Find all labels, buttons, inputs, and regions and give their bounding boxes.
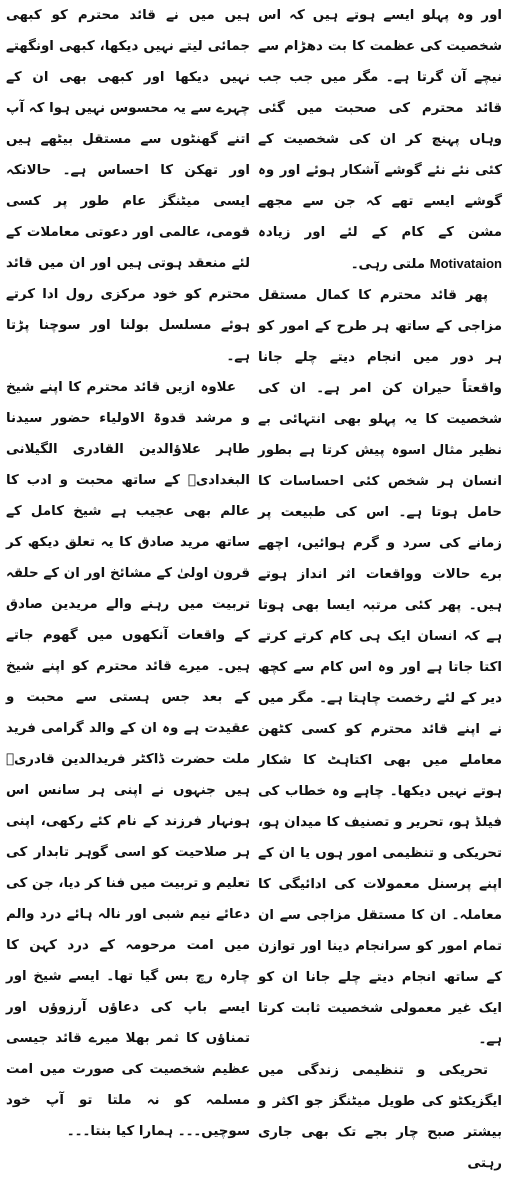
right-column (258, 0, 502, 1171)
paragraph-1-text: اور وہ پہلو ایسے ہوتے ہیں کہ اس شخصیت کی عظمت کا بت دھڑام سے نیچے آن گرتا ہے۔ مگر میں جب جب قائد محترم کی صحبت میں گئی وہاں پہنچ کر ان کی شخصیت کے کئی نئے نئے گوشے آشکار ہوئے اور وہ گوشے ایسے تھے کہ جن سے مجھے مشن کے کام کے لئے اور زیادہ (258, 8, 502, 240)
paragraph-1 (258, 0, 502, 280)
paragraph-5: علاوہ ازیں قائد محترم کا اپنے شیخ و مرشد قدوۃ الاولیاء حضور سیدنا طاہر علاؤالدین القادری الگیلانی البغدادیؒ کے ساتھ محبت و ادب کا عالم بھی عجیب ہے شیخ کامل کے ساتھ مرید صادق کا یہ تعلق دیکھ کر قرون اولیٰ کے مشائخ اور ان کے حلقہ تربیت میں رہنے والے مریدین صادق کے واقعات آنکھوں میں گھوم جاتے ہیں۔ میرے قائد محترم کو اپنے شیخ کے بعد جس ہستی سے محبت و عقیدت ہے وہ ان کے والد گرامی فرید ملت حضرت ڈاکٹر فریدالدین قادریؒ ہیں جنہوں نے اپنی ہر سانس اس ہونہار فرزند کے نام کئے رکھی، اپنی ہر صلاحیت کو اسی گوہر تابدار کی تعلیم و تربیت میں فنا کر دیا، جن کی دعائے نیم شبی اور نالہ ہائے درد والم میں امت مرحومہ کے درد کہن کا چارہ رچ بس گیا تھا۔ ایسے شیخ اور ایسے باپ کی دعاؤں آرزوؤں اور تمناؤں کا ثمر بھلا میرے قائد جیسی عظیم شخصیت کی صورت میں امت مسلمہ کو نہ ملتا تو آپ خود سوچیں۔۔۔ ہمارا کیا بنتا۔۔۔ (6, 380, 250, 1139)
paragraph-4: ہیں میں نے قائد محترم کو کبھی جمائی لیتے نہیں دیکھا، کبھی اونگھتے نہیں دیکھا اور کبھی بھی ان کے چہرے سے یہ محسوس نہیں ہوا کہ آپ اتنے گھنٹوں سے مستقل بیٹھے ہیں اور تھکن کا احساس ہے۔ حالانکہ ایسی میٹنگز عام طور پر کسی قومی، عالمی اور دعوتی معاملات کے لئے منعقد ہوتی ہیں اور ان میں قائد محترم کو خود مرکزی رول ادا کرتے ہوئے مسلسل بولنا اور سوچنا پڑتا ہے۔ (6, 8, 250, 364)
paragraph-1-end: ملتی رہی۔ (350, 257, 426, 272)
left-column (6, 0, 250, 1139)
english-word: Motivataion (429, 256, 502, 271)
paragraph-3: تحریکی و تنظیمی زندگی میں ایگزیکٹو کی طویل میٹنگز جو اکثر و بیشتر صبح چار بجے تک بھی جاری رہتی (258, 1063, 502, 1171)
column-divider (253, 4, 254, 796)
paragraph-2: پھر قائد محترم کا کمال مستقل مزاجی کے ساتھ ہر طرح کے امور کو ہر دور میں انجام دیتے چلے جانا واقعتاً حیران کن امر ہے۔ ان کی شخصیت کا یہ پہلو بھی انتہائی بے نظیر مثال اسوہ پیش کرتا ہے بطور انسان ہر شخص کئی احساسات کا حامل ہوتا ہے۔ اس کی طبیعت پر زمانے کی سرد و گرم ہوائیں، اچھے برے حالات وواقعات اثر انداز ہوتے ہیں۔ پھر کئی مرتبہ ایسا بھی ہوتا ہے کہ انسان ایک ہی کام کرتے کرتے اکتا جاتا ہے اور وہ اس کام سے کچھ دیر کے لئے رخصت چاہتا ہے۔ مگر میں نے اپنے قائد محترم کو کسی کٹھن معاملے میں بھی اکتاہٹ کا شکار ہوتے نہیں دیکھا۔ چاہے وہ خطاب کی فیلڈ ہو، تحریر و تصنیف کا میدان ہو، تحریکی و تنظیمی امور ہوں یا ان کے اپنے پرسنل معمولات کی ادائیگی کا معاملہ۔ ان کا مستقل مزاجی سے ان تمام امور کو سرانجام دینا اور توازن کے ساتھ انجام دیتے چلے جانا ان کو ایک غیر معمولی شخصیت ثابت کرتا ہے۔ (258, 288, 502, 1047)
